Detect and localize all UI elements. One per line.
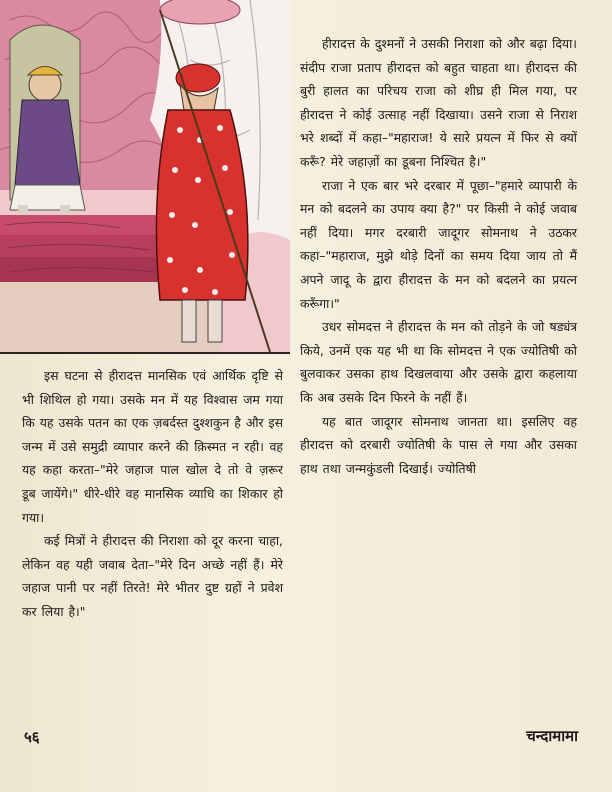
- story-illustration: [0, 0, 290, 354]
- magazine-name: चन्दामामा: [526, 727, 578, 745]
- paragraph: इस घटना से हीरादत्त मानसिक एवं आर्थिक दृष्टि से भी शिथिल हो गया। उसके मन में यह विश्वास जम गया कि यह उसके पतन का एक ज़बर्दस्त दुश्शकुन है और इस जन्म में उसे समुद्री व्यापार करने की क़िस्मत न रही। वह यह कहा करता–"मेरे जहाज पाल खोल दे तो वे ज़रूर डूब जायेंगे।" धीरे-धीरे वह मानसिक व्याधि का शिकार हो गया।: [22, 368, 283, 525]
- paragraph: यह बात जादूगर सोमनाथ जानता था। इसलिए वह हीरादत्त को दरबारी ज्योतिषी के पास ले गया और उसका हाथ तथा जन्मकुंडली दिखाई। ज्योतिषी: [300, 413, 577, 476]
- article-right-column: [300, 32, 577, 480]
- paragraph: कई मित्रों ने हीरादत्त की निराशा को दूर करना चाहा, लेकिन वह यही जवाब देता–"मेरे दिन अच्छे नहीं हैं। मेरे जहाज पानी पर नहीं तिरते! मेरे भीतर दुष्ट ग्रहों ने प्रवेश कर लिया है।": [22, 533, 283, 619]
- page-number: ५६: [24, 728, 40, 746]
- article-left-column: [22, 364, 283, 624]
- paragraph: उधर सोमदत्त ने हीरादत्त के मन को तोड़ने के जो षड्यंत्र किये, उनमें एक यह भी था कि सोमदत्त ने एक ज्योतिषी को बुलवाकर उसका हाथ दिखलवाया और उसके द्वारा कहलाया कि अब उसके दिन फिरने के नहीं हैं।: [300, 319, 577, 405]
- paragraph: हीरादत्त के दुश्मनों ने उसकी निराशा को और बढ़ा दिया। संदीप राजा प्रताप हीरादत्त को बहुत चाहता था। हीरादत्त की बुरी हालत का परिचय राजा को शीघ्र ही मिल गया, पर हीरादत्त ने कोई उत्साह नहीं दिखाया। उसने राजा से निराश भरे शब्दों में कहा–"महाराज! ये सारे प्रयत्न में फिर से क्यों करूँ? मेरे जहाज़ों का डूबना निश्चित है।": [300, 36, 577, 169]
- paragraph: राजा ने एक बार भरे दरबार में पूछा–"हमारे व्यापारी के मन को बदलने का उपाय क्या है?" पर किसी ने कोई जवाब नहीं दिया। मगर दरबारी जादूगर सोमनाथ ने उठकर कहा–"महाराज, मुझे थोड़े दिनों का समय दिया जाय तो मैं अपने जादू के द्वारा हीरादत्त के मन को बदलने का प्रयत्न करूँगा।": [300, 177, 577, 311]
